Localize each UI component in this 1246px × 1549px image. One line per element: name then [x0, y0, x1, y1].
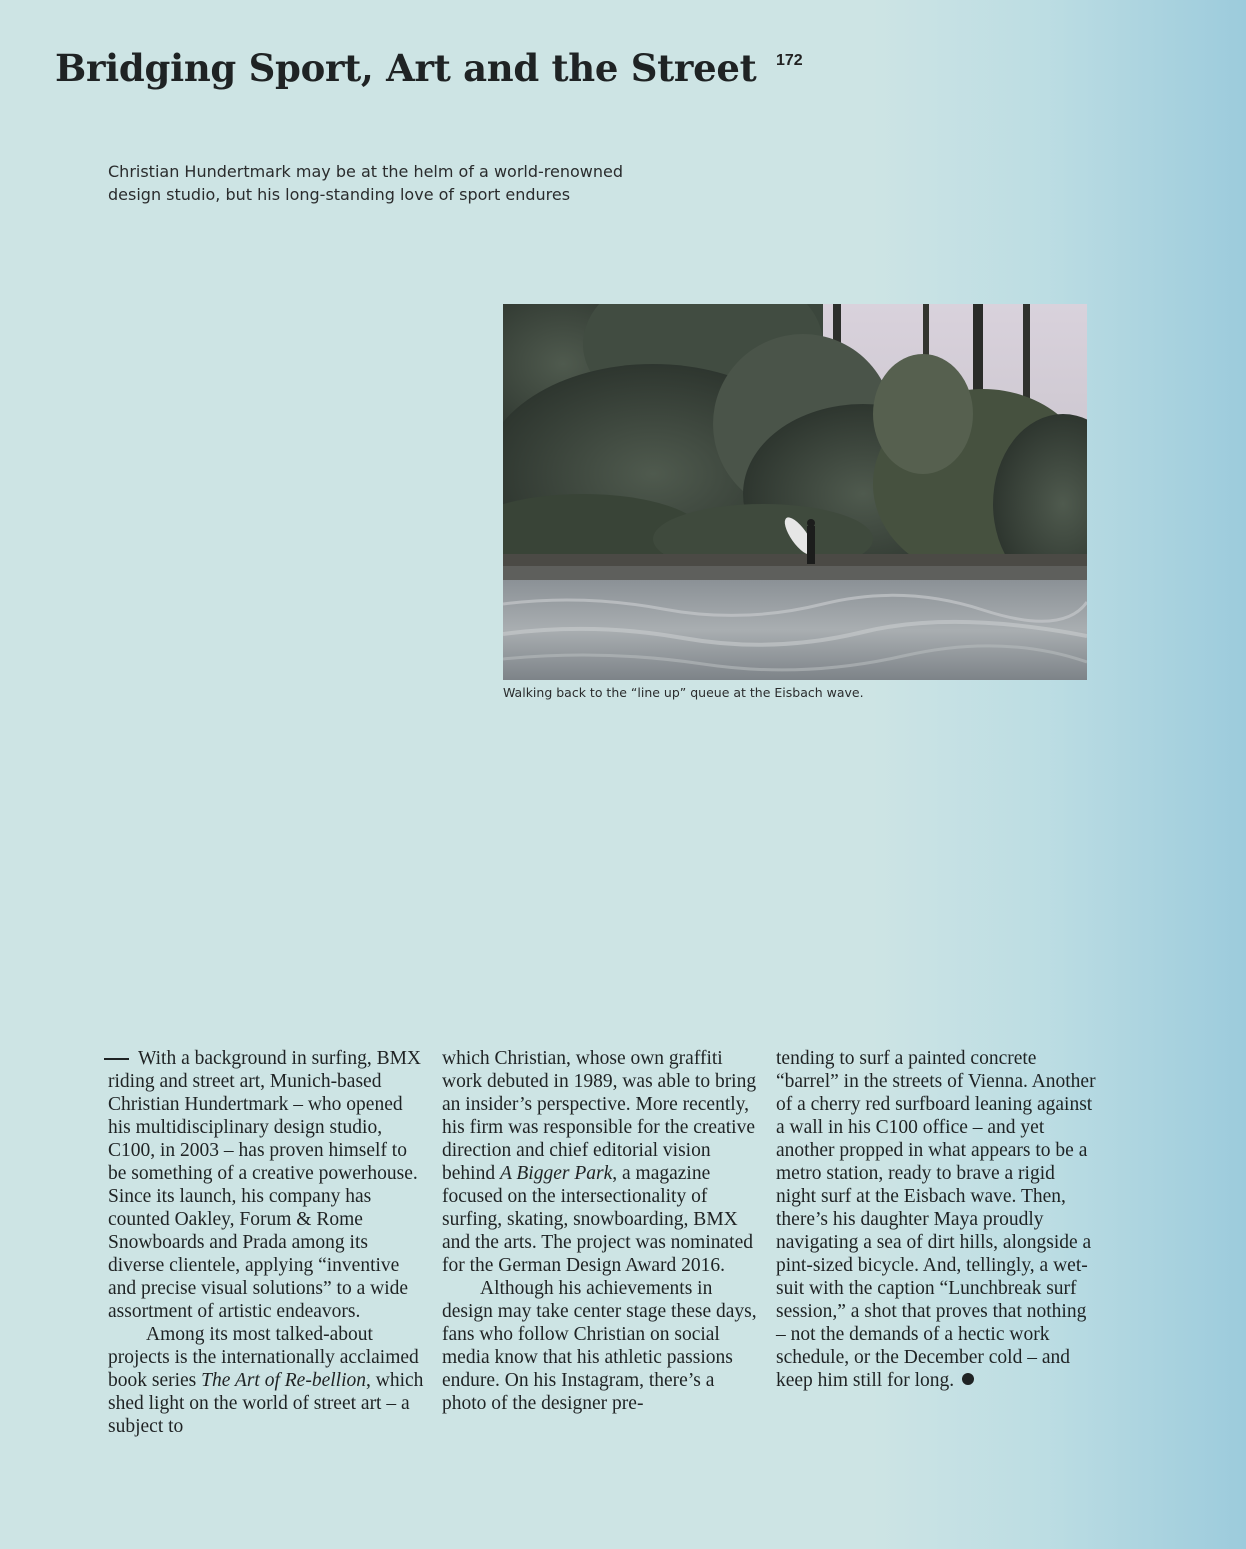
col1-paragraph-2	[108, 1323, 428, 1438]
col3-paragraph-1	[776, 1047, 1096, 1392]
page-number: 172	[776, 52, 803, 69]
col2-p1-text-a: which Christian, whose own graffiti work debuted in 1989, was able to bring an insider’s perspective. More recently, his firm was responsible for the creative direction and chief editorial vision behind	[442, 1048, 757, 1184]
article-subtitle	[108, 160, 668, 206]
article-title: Bridging Sport, Art and the Street	[55, 46, 757, 90]
col1-p2-text-a: Among its most talked-about projects is the internationally acclaimed book series	[108, 1324, 419, 1391]
col2-paragraph-2: Although his achievements in design may take center stage these days, fans who follow Christian on social media know that his athletic passions endure. On his Instagram, there’s a photo of the designer pre-	[442, 1278, 757, 1414]
eisbach-surfer-photo	[503, 304, 1087, 680]
magazine-title-a-bigger-park: A Bigger Park	[499, 1163, 613, 1184]
article-photo	[503, 304, 1087, 680]
article-column-3	[776, 1047, 1096, 1392]
end-of-article-dot-icon	[962, 1373, 974, 1385]
photo-caption: Walking back to the “line up” queue at the Eisbach wave.	[503, 685, 864, 700]
lead-dash	[104, 1058, 129, 1060]
col2-paragraph-1	[442, 1047, 762, 1277]
article-column-2	[442, 1047, 762, 1415]
subtitle-line-2: design studio, but his long-standing love of sport endures	[108, 185, 571, 204]
book-title-art-of-rebellion: The Art of Re-bellion	[201, 1370, 366, 1391]
col1-p2-text-b: , which shed light on the world of street art – a subject to	[108, 1370, 424, 1437]
col2-p1-text-b: , a magazine focused on the intersectionality of surfing, skating, snowboarding, BMX and the arts. The project was nominated for the German Design Award 2016.	[442, 1163, 754, 1276]
col1-paragraph-1: With a background in surfing, BMX riding and street art, Munich-based Christian Hundertmark – who opened his multidisciplinary design studio, C100, in 2003 – has proven himself to be something of a creative powerhouse. Since its launch, his company has counted Oakley, Forum & Rome Snowboards and Prada among its diverse clientele, applying “inventive and precise visual solutions” to a wide assortment of artistic endeavors.	[108, 1048, 422, 1322]
subtitle-line-1: Christian Hundertmark may be at the helm of a world-renowned	[108, 162, 623, 181]
article-column-1	[108, 1047, 428, 1438]
col3-p1-text: tending to surf a painted concrete “barrel” in the streets of Vienna. Another of a cherry red surfboard leaning against a wall in his C100 office – and yet another propped in what appears to be a metro station, ready to brave a rigid night surf at the Eisbach wave. Then, there’s his daughter Maya proudly navigating a sea of dirt hills, alongside a pint-sized bicycle. And, tellingly, a wet-suit with the caption “Lunchbreak surf session,” a shot that proves that nothing – not the demands of a hectic work schedule, or the December cold – and keep him still for long.	[776, 1048, 1096, 1391]
